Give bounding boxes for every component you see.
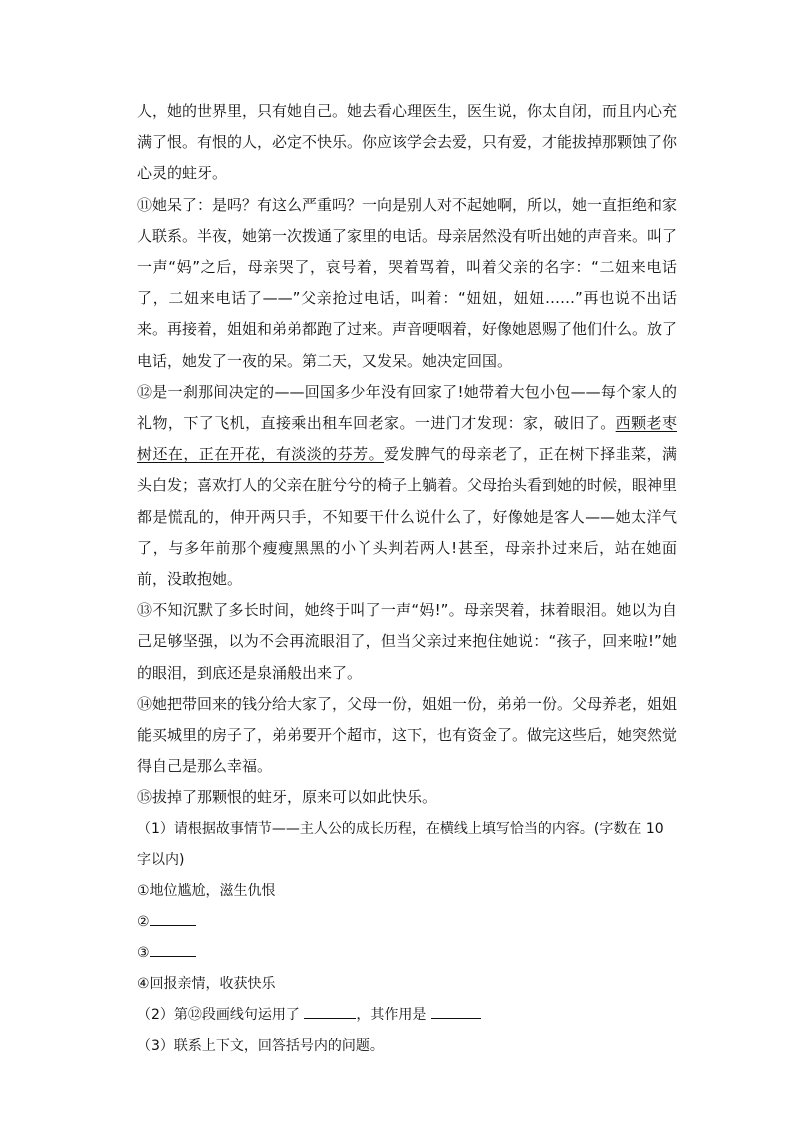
question-1-item-2 [137,907,677,938]
answer-blank-technique[interactable] [304,1004,356,1019]
item-2-number: ② [137,913,150,930]
paragraph-12 [137,377,677,595]
question-1-item-3 [137,938,677,969]
answer-blank-effect[interactable] [431,1004,481,1019]
document-body [137,96,677,1062]
question-2-part-1: （2）第⑫段画线句运用了 [137,1006,300,1023]
question-2 [137,1000,677,1031]
paragraph-13: ⑬不知沉默了多长时间，她终于叫了一声“妈!”。母亲哭着，抹着眼泪。她以为自己足够坚强，以为不会再流眼泪了，但当父亲过来抱住她说：“孩子，回来啦!”她的眼泪，到底还是泉涌般出来了。 [137,601,677,682]
paragraph-10-tail: 人，她的世界里，只有她自己。她去看心理医生，医生说，你太自闭，而且内心充满了恨。有恨的人，必定不快乐。你应该学会去爱，只有爱，才能拔掉那颗蚀了你心灵的蛀牙。 [137,102,678,183]
question-1-item-1: ①地位尴尬，滋生仇恨 [137,882,276,899]
paragraph-12-before: ⑫是一刹那间决定的——回国多少年没有回家了!她带着大包小包——每个家人的礼物，下了飞机，直接乘出租车回老家。一进门才发现：家，破旧了。 [137,382,677,433]
question-3-prompt: （3）联系上下文，回答括号内的问题。 [137,1037,384,1054]
paragraph-12-after: 爱发脾气的母亲老了，正在树下择韭菜，满头白发；喜欢打人的父亲在脏兮兮的椅子上躺着。父母抬头看到她的时候，眼神里都是慌乱的，伸开两只手，不知要干什么说什么了，好像她是客人——她太洋气了，与多年前那个瘦瘦黑黑的小丫头判若两人!甚至，母亲扑过来后，站在她面前，没敢抱她。 [137,445,678,589]
paragraph-12-underlined-sentence: 西颗老枣树还在，正在开花，有淡淡的芬芳。 [137,414,677,464]
answer-blank-item-3[interactable] [150,942,196,957]
paragraph-15: ⑮拔掉了那颗恨的蛀牙，原来可以如此快乐。 [137,788,438,807]
item-3-number: ③ [137,944,150,961]
question-2-part-2: ，其作用是 [356,1006,427,1023]
paragraph-11: ⑪她呆了：是吗？有这么严重吗？一向是别人对不起她啊，所以，她一直拒绝和家人联系。半夜，她第一次拨通了家里的电话。母亲居然没有听出她的声音来。叫了一声“妈”之后，母亲哭了，哀号着，哭着骂着，叫着父亲的名字：“二妞来电话了，二妞来电话了——”父亲抢过电话，叫着：“妞妞，妞妞……”再也说不出话来。再接着，姐姐和弟弟都跑了过来。声音哽咽着，好像她恩赐了他们什么。放了电话，她发了一夜的呆。第二天，又发呆。她决定回国。 [137,195,678,370]
answer-blank-item-2[interactable] [150,911,196,926]
question-1-prompt: （1）请根据故事情节——主人公的成长历程，在横线上填写恰当的内容。(字数在 10 字以内) [137,820,664,868]
question-1-item-4: ④回报亲情，收获快乐 [137,975,276,992]
paragraph-14: ⑭她把带回来的钱分给大家了，父母一份，姐姐一份，弟弟一份。父母养老，姐姐能买城里的房子了，弟弟要开个超市，这下，也有资金了。做完这些后，她突然觉得自己是那么幸福。 [137,694,678,776]
